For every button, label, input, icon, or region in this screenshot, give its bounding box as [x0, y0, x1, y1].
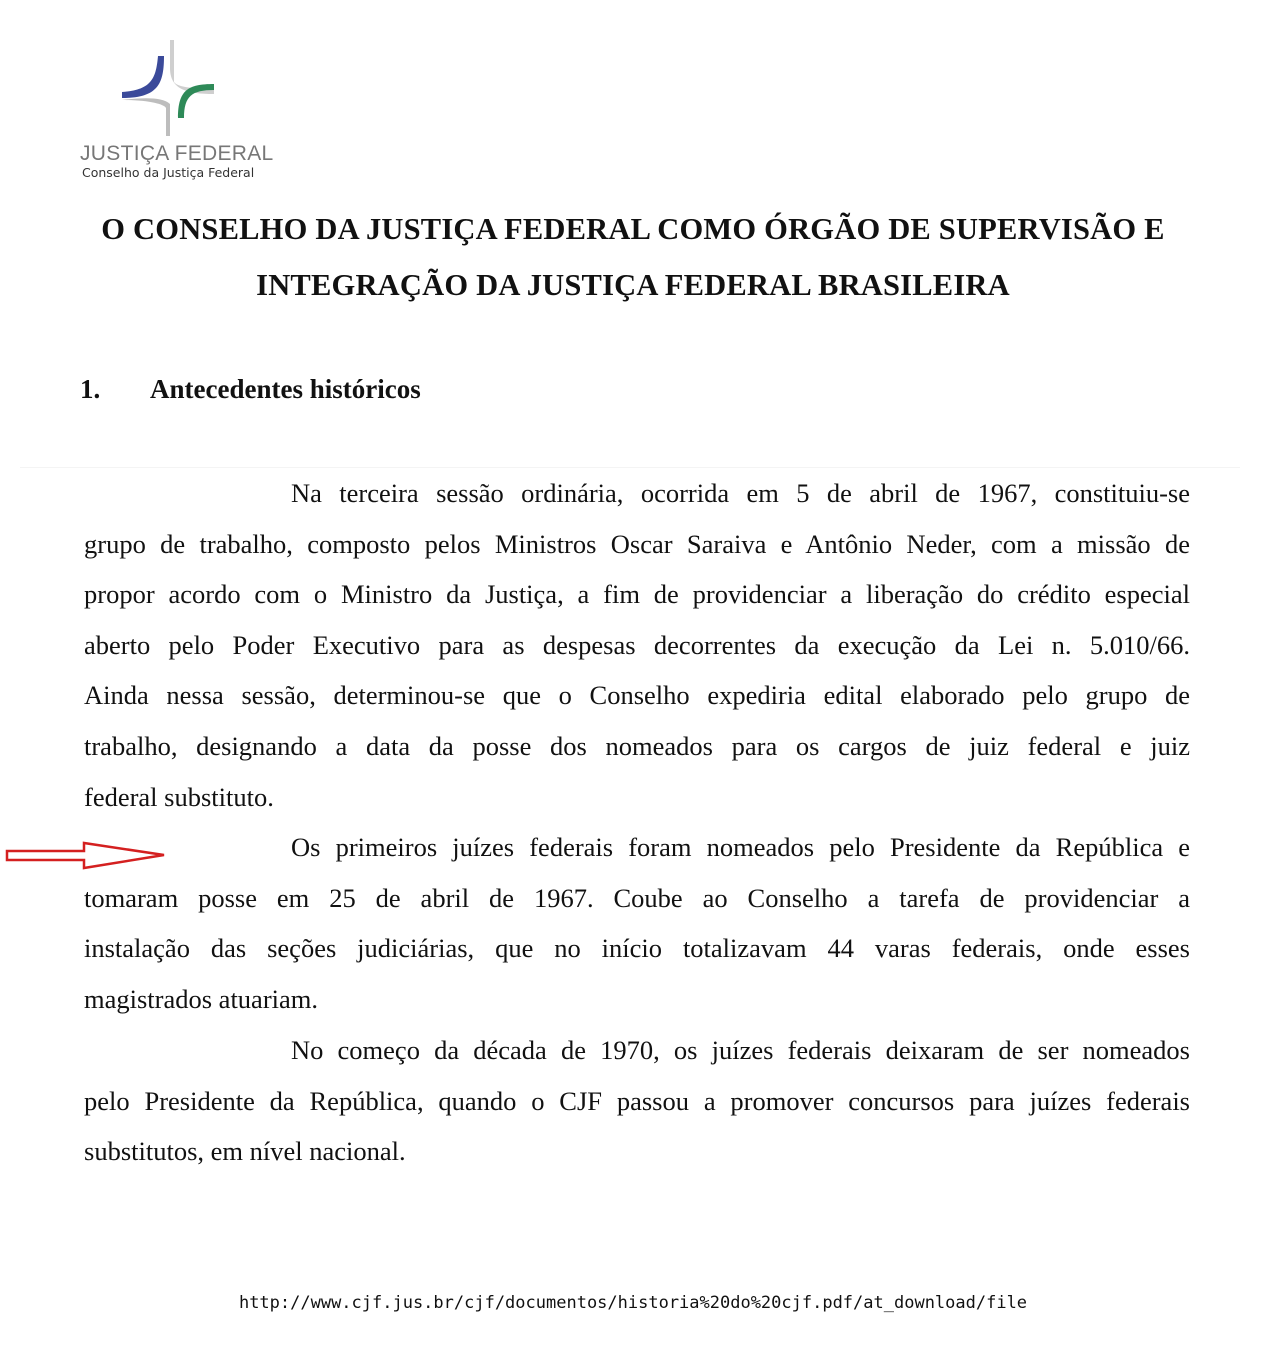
paragraph-3-line: No começo da década de 1970, os juízes federais deixaram de ser nomeados	[291, 1035, 1190, 1065]
paragraph-1-line: propor acordo com o Ministro da Justiça, a fim de providenciar a liberação do crédito especial	[84, 579, 1190, 610]
source-url: http://www.cjf.jus.br/cjf/documentos/historia%20do%20cjf.pdf/at_download/file	[238, 1293, 1028, 1313]
paragraph-2-line: instalação das seções judiciárias, que no início totalizavam 44 varas federais, onde esses	[84, 933, 1190, 964]
document-title-line-1: O CONSELHO DA JUSTIÇA FEDERAL COMO ÓRGÃO DE SUPERVISÃO E	[101, 212, 1165, 246]
paragraph-1-line: trabalho, designando a data da posse dos nomeados para os cargos de juiz federal e juiz	[84, 731, 1190, 761]
justica-federal-logo	[78, 38, 274, 188]
paragraph-1-line: aberto pelo Poder Executivo para as despesas decorrentes da execução da Lei n. 5.010/66.	[84, 629, 1190, 660]
document-title-line-2: INTEGRAÇÃO DA JUSTIÇA FEDERAL BRASILEIRA	[256, 268, 1010, 302]
paragraph-3-line: substitutos, em nível nacional.	[84, 1136, 406, 1167]
section-number: 1.	[80, 374, 101, 404]
paragraph-3-line: pelo Presidente da República, quando o CJF passou a promover concursos para juízes federais	[84, 1085, 1190, 1116]
paragraph-2-line: tomaram posse em 25 de abril de 1967. Coube ao Conselho a tarefa de providenciar a	[84, 882, 1190, 913]
paragraph-1-line: grupo de trabalho, composto pelos Ministros Oscar Saraiva e Antônio Neder, com a missão de	[84, 528, 1190, 559]
logo-title: JUSTIÇA FEDERAL	[80, 142, 274, 165]
paragraph-2-line: Os primeiros juízes federais foram nomeados pelo Presidente da República e	[291, 832, 1190, 862]
paragraph-1-line: Ainda nessa sessão, determinou-se que o Conselho expediria edital elaborado pelo grupo de	[84, 680, 1190, 711]
red-arrow-icon	[4, 840, 169, 874]
divider	[20, 467, 1240, 468]
logo-subtitle: Conselho da Justiça Federal	[82, 165, 255, 180]
paragraph-1-line: federal substituto.	[84, 781, 274, 812]
paragraph-2-line: magistrados atuariam.	[84, 983, 319, 1014]
logo-cross-icon	[78, 38, 268, 138]
paragraph-1-line: Na terceira sessão ordinária, ocorrida em 5 de abril de 1967, constituiu-se	[291, 478, 1190, 508]
section-heading: Antecedentes históricos	[150, 374, 421, 404]
